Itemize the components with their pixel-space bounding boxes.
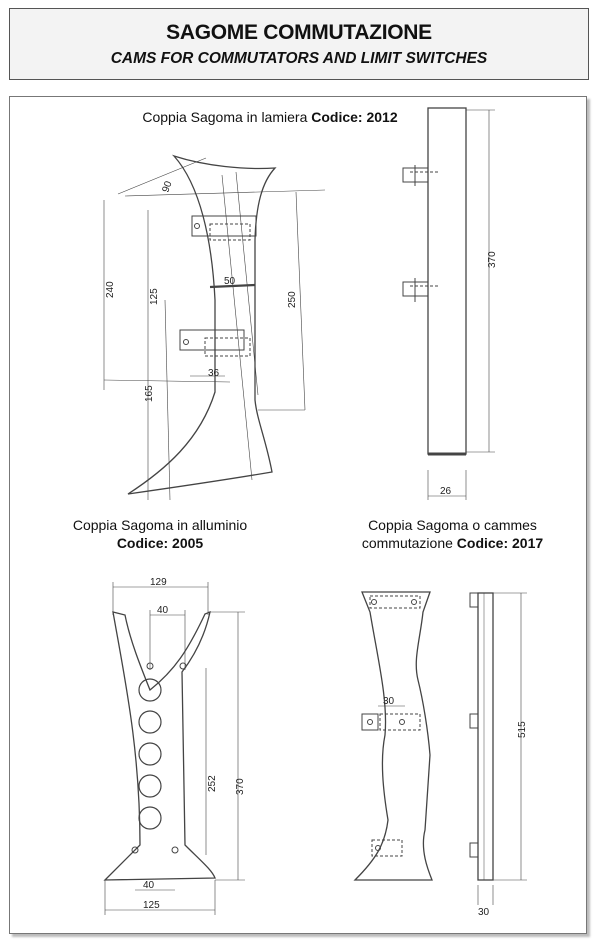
dim-90: 90	[160, 179, 175, 195]
caption-alluminio-text: Coppia Sagoma in alluminio	[72, 517, 248, 533]
caption-cammes-text-2: commutazione	[361, 535, 453, 551]
caption-cammes-code: Codice: 2017	[456, 535, 544, 551]
dim-36: 36	[208, 368, 220, 379]
dim-30-bottom: 30	[478, 907, 490, 918]
caption-lamiera-text: Coppia Sagoma in lamiera	[142, 109, 308, 125]
dim-40-top: 40	[157, 605, 169, 616]
dim-250: 250	[287, 291, 298, 308]
dim-125: 125	[149, 288, 160, 305]
dim-165: 165	[144, 385, 155, 402]
dim-30: 30	[383, 696, 395, 707]
lamiera-side-drawing	[403, 108, 495, 500]
caption-alluminio-code: Codice: 2005	[116, 535, 204, 551]
dim-515: 515	[517, 721, 528, 738]
dim-125-bottom: 125	[143, 900, 160, 911]
dim-40-bottom: 40	[143, 880, 155, 891]
dim-50: 50	[224, 276, 236, 287]
cammes-side-drawing	[470, 593, 527, 905]
page-title: SAGOME COMMUTAZIONE	[166, 21, 432, 44]
dim-129: 129	[150, 577, 167, 588]
dim-252: 252	[207, 775, 218, 792]
caption-lamiera-code: Codice: 2012	[311, 109, 398, 125]
dim-370-alluminio: 370	[235, 778, 246, 795]
dim-26: 26	[440, 486, 452, 497]
dim-370-lamiera: 370	[487, 251, 498, 268]
dim-240: 240	[105, 281, 116, 298]
lamiera-front-drawing	[104, 156, 325, 500]
caption-cammes-text: Coppia Sagoma o cammes	[368, 517, 537, 533]
page-subtitle: CAMS FOR COMMUTATORS AND LIMIT SWITCHES	[110, 50, 488, 67]
cammes-front-drawing	[355, 592, 432, 880]
alluminio-drawing	[105, 582, 245, 915]
